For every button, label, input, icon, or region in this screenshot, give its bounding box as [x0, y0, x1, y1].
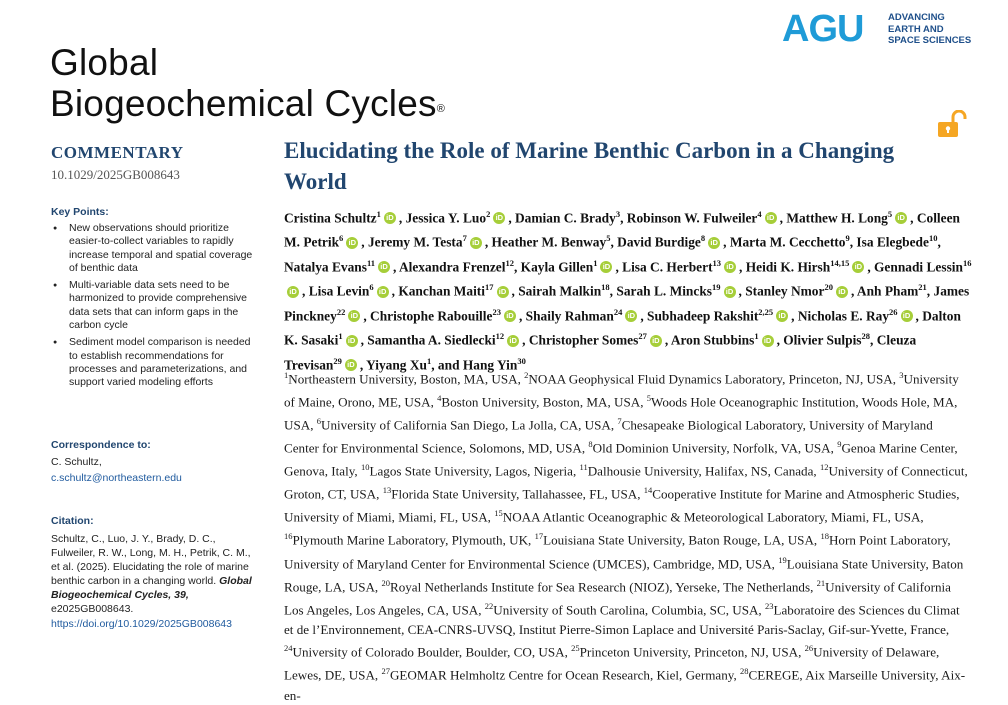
- author-name[interactable]: Aron Stubbins: [670, 332, 755, 348]
- orcid-icon[interactable]: iD: [724, 261, 736, 273]
- orcid-icon[interactable]: iD: [776, 310, 788, 322]
- orcid-icon[interactable]: iD: [384, 212, 396, 224]
- open-lock-icon: [937, 110, 969, 138]
- author-affiliation-number: 22: [336, 306, 346, 317]
- article-type: COMMENTARY: [51, 143, 184, 162]
- author-affiliation-number: 30: [517, 355, 526, 366]
- affiliation-text: Horn Point Laboratory, University of Maryland Center for Environmental Science (UMCES), Cambridge, MD, USA,: [284, 532, 951, 571]
- affiliation-text: University of California Los Angeles, Los Angeles, CA, USA,: [284, 578, 951, 617]
- author-affiliation-number: 23: [492, 306, 501, 317]
- orcid-icon[interactable]: iD: [895, 212, 907, 224]
- citation-text: [51, 532, 261, 631]
- journal-title-line2: Biogeochemical Cycles: [50, 83, 437, 124]
- orcid-icon[interactable]: iD: [708, 237, 720, 249]
- affiliation-text: NOAA Atlantic Oceanographic & Meteorological Laboratory, Miami, FL, USA,: [502, 509, 924, 525]
- author-affiliation-number: 12: [495, 331, 505, 342]
- affiliation-number: 20: [381, 577, 390, 588]
- affiliation-text: Cooperative Institute for Marine and Atmospheric Studies, University of Miami, Miami, FL, USA,: [284, 486, 960, 525]
- author-affiliation-number: 5: [887, 209, 893, 219]
- orcid-icon[interactable]: iD: [378, 261, 390, 273]
- author-affiliation-number: 13: [712, 257, 722, 268]
- journal-title: [50, 42, 445, 124]
- orcid-icon[interactable]: iD: [470, 237, 482, 249]
- affiliation-number: 4: [437, 393, 442, 404]
- author-name[interactable]: Shaily Rahman: [525, 308, 614, 324]
- author-name[interactable]: Christophe Rabouille: [370, 308, 493, 324]
- author-name[interactable]: Christopher Somes: [528, 332, 639, 348]
- author-name[interactable]: Gennadi Lessin: [874, 259, 963, 275]
- doi: 10.1029/2025GB008643: [51, 167, 180, 182]
- key-points-heading: Key Points:: [51, 206, 109, 218]
- affiliation-text: Chesapeake Biological Laboratory, University of Maryland Center for Environmental Science, Solomons, MD, USA,: [284, 417, 933, 456]
- orcid-icon[interactable]: iD: [504, 310, 516, 322]
- affiliation-number: 7: [617, 416, 622, 427]
- orcid-icon[interactable]: iD: [345, 359, 357, 371]
- author-name[interactable]: Jeremy M. Testa: [367, 234, 463, 250]
- affiliation-number: 19: [778, 554, 787, 565]
- orcid-icon[interactable]: iD: [497, 286, 509, 298]
- affiliation-text: Florida State University, Tallahassee, FL, USA,: [391, 486, 644, 502]
- author-name[interactable]: David Burdige: [617, 234, 701, 250]
- affiliation-number: 12: [819, 462, 829, 473]
- author-affiliation-number: 28: [861, 331, 871, 342]
- affiliation-text: University of Maine, Orono, ME, USA,: [284, 371, 959, 410]
- author-affiliation-number: 18: [601, 282, 610, 293]
- author-name[interactable]: Kanchan Maiti: [398, 283, 485, 299]
- agu-logo-text: AGU: [782, 8, 864, 50]
- agu-tagline-line: ADVANCING: [888, 12, 945, 23]
- author-list: Cristina Schultz$^1$ iD , Jessica Y. Luo$^2$ iD , Damian C. Brady$^3$, Robinson W. Fulweiler$^4$ iD , Matthew H. Long$^5$ iD , Colleen M. Petrik$^6$ iD , Jeremy M. Testa$^7$ iD , Heather M. Benway$^5$, David Burdige$^8$ iD , Marta M. Cecchetto$^9$, Isa Elegbede$^{10}$, Natalya Evans$^{11}$ iD , Alexandra Frenzel$^{12}$, Kayla Gillen$^1$ iD , Lisa C. Herbert$^{13}$ iD , Heidi K. Hirsh$^{14,15}$ iD , Gennadi Lessin$^{16}$iD , Lisa Levin$^6$ iD , Kanchan Maiti$^{17}$ iD , Sairah Malkin$^{18}$, Sarah L. Mincks$^{19}$ iD , Stanley Nmor$^{20}$ iD , Anh Pham$^{21}$, James Pinckney$^{22}$ iD , Christophe Rabouille$^{23}$ iD , Shaily Rahman$^{24}$ iD , Subhadeep Rakshit$^{2,25}$ iD , Nicholas E. Ray$^{26}$ iD , Dalton K. Sasaki$^1$ iD , Samantha A. Siedlecki$^{12}$ iD , Christopher Somes$^{27}$ iD , Aron Stubbins$^1$ iD , Olivier Sulpis$^{28}$, Cleuza Trevisan$^{29}$ iD , Yiyang Xu$^1$, and Hang Yin$^{30}$: [284, 209, 972, 373]
- key-point: ● Multi-variable data sets need to be harmonized to provide comprehensive data sets that can inform gaps in the carbon cycle: [51, 279, 261, 332]
- affiliation-text: Louisiana State University, Baton Rouge, LA, USA,: [284, 555, 964, 594]
- author-name[interactable]: James Pinckney: [284, 283, 970, 324]
- affiliation-text: Laboratoire des Sciences du Climat et de l’Environnement, CEA-CNRS-UVSQ, Institut Pierre-Simon Laplace and Université Paris-Saclay, Gif-sur-Yvette, France,: [284, 601, 960, 637]
- author-affiliation-number: 1: [426, 355, 432, 366]
- affiliation-number: 26: [804, 643, 814, 654]
- registered-mark: ®: [436, 103, 446, 115]
- orcid-icon[interactable]: iD: [377, 286, 389, 298]
- correspondence-email-link[interactable]: c.schultz@northeastern.edu: [51, 472, 182, 484]
- affiliation-text: University of Colorado Boulder, Boulder, CO, USA,: [292, 644, 572, 660]
- citation-doi-link[interactable]: https://doi.org/10.1029/2025GB008643: [51, 617, 232, 630]
- author-name[interactable]: Alexandra Frenzel: [398, 259, 506, 275]
- author-name[interactable]: Marta M. Cecchetto: [729, 234, 846, 250]
- author-name[interactable]: Sarah L. Mincks: [616, 283, 712, 299]
- affiliation-text: University of South Carolina, Columbia, SC, USA,: [493, 601, 765, 617]
- affiliation-text: Old Dominion University, Norfolk, VA, USA,: [592, 440, 838, 456]
- affiliation-number: 2: [524, 370, 529, 380]
- orcid-icon[interactable]: iD: [346, 335, 358, 347]
- orcid-icon[interactable]: iD: [346, 237, 358, 249]
- citation-journal: Global Biogeochemical Cycles, 39,: [51, 575, 252, 602]
- author-affiliation-number: 3: [615, 209, 621, 219]
- affiliation-text: University of Connecticut, Groton, CT, USA,: [284, 463, 968, 502]
- author-affiliation-number: 1: [754, 331, 759, 342]
- key-point: ● New observations should prioritize easier-to-collect variables to rapidly increase temporal and spatial coverage of benthic data: [51, 222, 261, 275]
- author-affiliation-number: 2,25: [758, 306, 774, 317]
- affiliation-number: 5: [646, 393, 652, 404]
- orcid-icon[interactable]: iD: [762, 335, 774, 347]
- author-name[interactable]: Colleen M. Petrik: [284, 210, 960, 250]
- author-affiliation-number: 1: [376, 209, 381, 219]
- author-name[interactable]: Lisa Levin: [308, 283, 370, 299]
- orcid-icon[interactable]: iD: [901, 310, 913, 322]
- author-affiliation-number: 16: [962, 257, 972, 268]
- author-name[interactable]: Dalton K. Sasaki: [284, 308, 961, 348]
- author-name[interactable]: Isa Elegbede: [856, 234, 929, 250]
- affiliation-number: 27: [381, 666, 390, 677]
- affiliation-number: 22: [484, 600, 494, 611]
- affiliation-text: Royal Netherlands Institute for Sea Research (NIOZ), Yerseke, The Netherlands,: [389, 578, 817, 594]
- agu-tagline-line: EARTH AND: [888, 23, 944, 35]
- affiliation-text: University of Delaware, Lewes, DE, USA,: [284, 644, 940, 683]
- orcid-icon[interactable]: iD: [852, 261, 864, 273]
- author-name[interactable]: Anh Pham: [856, 283, 919, 299]
- author-affiliation-number: 24: [613, 306, 623, 317]
- correspondence-name: C. Schultz,: [51, 456, 102, 468]
- author-affiliation-number: 21: [918, 282, 927, 293]
- orcid-icon[interactable]: iD: [348, 310, 360, 322]
- key-point: ● Sediment model comparison is needed to establish recommendations for processes and parameterizations, and support varied modeling efforts: [51, 336, 261, 389]
- author-name[interactable]: Lisa C. Herbert: [622, 259, 713, 275]
- author-name[interactable]: Hang Yin: [462, 357, 518, 373]
- affiliation-number: 13: [382, 485, 392, 496]
- article-title: Elucidating the Role of Marine Benthic Carbon in a Changing World: [284, 138, 895, 194]
- author-affiliation-number: 2: [486, 209, 491, 219]
- affiliation-number: 3: [899, 370, 904, 380]
- affiliation-text: Princeton University, Princeton, NJ, USA,: [579, 644, 805, 660]
- affiliation-number: 14: [643, 485, 653, 496]
- author-affiliation-number: 19: [712, 282, 721, 293]
- journal-title-line1: Global: [50, 42, 159, 83]
- affiliation-text: Genoa Marine Center, Genova, Italy,: [284, 440, 958, 479]
- affiliation-text: Northeastern University, Boston, MA, USA,: [288, 371, 525, 387]
- affiliation-text: GEOMAR Helmholtz Centre for Ocean Research, Kiel, Germany,: [389, 667, 740, 683]
- affiliation-text: Lagos State University, Lagos, Nigeria,: [369, 463, 580, 479]
- affiliation-number: 17: [534, 531, 544, 542]
- author-name[interactable]: Samantha A. Siedlecki: [367, 332, 496, 348]
- author-affiliation-number: 12: [505, 257, 514, 268]
- author-name[interactable]: Sairah Malkin: [518, 283, 602, 299]
- affiliation-list: [284, 366, 970, 705]
- author-affiliation-number: 8: [700, 233, 706, 244]
- author-name[interactable]: Matthew H. Long: [786, 210, 888, 226]
- author-name[interactable]: Stanley Nmor: [745, 283, 825, 299]
- key-points-list: [51, 222, 261, 394]
- orcid-icon[interactable]: iD: [493, 212, 505, 224]
- author-affiliation-number: 1: [338, 331, 343, 342]
- citation-heading: Citation:: [51, 515, 94, 527]
- author-name[interactable]: Cristina Schultz: [284, 210, 377, 226]
- author-affiliation-number: 10: [928, 233, 938, 244]
- affiliation-number: 24: [284, 643, 293, 654]
- affiliation-number: 21: [816, 577, 826, 588]
- agu-tagline: [888, 12, 971, 47]
- author-name[interactable]: Natalya Evans: [284, 259, 367, 275]
- agu-tagline-line: SPACE SCIENCES: [888, 35, 972, 46]
- author-affiliation-number: 6: [339, 233, 344, 244]
- orcid-icon[interactable]: iD: [600, 261, 612, 273]
- author-name[interactable]: Jessica Y. Luo: [405, 210, 487, 226]
- affiliation-number: 28: [740, 666, 749, 677]
- affiliation-number: 25: [571, 643, 580, 654]
- affiliation-number: 6: [316, 416, 321, 427]
- affiliation-number: 10: [360, 462, 370, 473]
- affiliation-number: 1: [284, 370, 289, 380]
- author-affiliation-number: 29: [333, 355, 342, 366]
- affiliation-number: 9: [837, 439, 842, 450]
- orcid-icon[interactable]: iD: [836, 286, 848, 298]
- affiliation-text: Louisiana State University, Baton Rouge, LA, USA,: [543, 532, 821, 548]
- correspondence-heading: Correspondence to:: [51, 439, 151, 451]
- author-affiliation-number: 11: [366, 257, 375, 268]
- affiliation-number: 23: [764, 600, 774, 611]
- author-affiliation-number: 5: [606, 233, 611, 244]
- author-affiliation-number: 9: [845, 233, 850, 244]
- author-name[interactable]: Cleuza Trevisan: [284, 332, 917, 373]
- affiliation-text: Woods Hole Oceanographic Institution, Woods Hole, MA, USA,: [284, 394, 958, 433]
- affiliation-number: 18: [820, 531, 829, 542]
- author-affiliation-number: 14,15: [830, 257, 850, 268]
- affiliation-number: 8: [588, 439, 593, 450]
- affiliation-text: NOAA Geophysical Fluid Dynamics Laboratory, Princeton, NJ, USA,: [528, 371, 900, 387]
- author-name[interactable]: Olivier Sulpis: [783, 332, 862, 348]
- author-name[interactable]: Nicholas E. Ray: [797, 308, 890, 324]
- affiliation-number: 11: [579, 462, 588, 473]
- orcid-icon[interactable]: iD: [650, 335, 662, 347]
- author-affiliation-number: 26: [889, 306, 898, 317]
- author-name[interactable]: Heather M. Benway: [491, 234, 607, 250]
- author-affiliation-number: 20: [824, 282, 833, 293]
- affiliation-number: 15: [494, 508, 503, 519]
- author-affiliation-number: 1: [593, 257, 598, 268]
- affiliation-text: Boston University, Boston, MA, USA,: [441, 394, 647, 410]
- author-name[interactable]: Damian C. Brady: [515, 210, 616, 226]
- orcid-icon[interactable]: iD: [765, 212, 777, 224]
- author-affiliation-number: 7: [462, 233, 467, 244]
- orcid-icon[interactable]: iD: [287, 286, 299, 298]
- author-affiliation-number: 4: [757, 209, 762, 219]
- orcid-icon[interactable]: iD: [724, 286, 736, 298]
- author-name[interactable]: Kayla Gillen: [520, 259, 594, 275]
- affiliation-text: CEREGE, Aix Marseille University, Aix-en-: [284, 667, 966, 703]
- author-affiliation-number: 6: [369, 282, 374, 293]
- citation-article-number: e2025GB008643.: [51, 603, 134, 616]
- author-name[interactable]: Robinson W. Fulweiler: [626, 210, 758, 226]
- citation-body: Schultz, C., Luo, J. Y., Brady, D. C., Fulweiler, R. W., Long, M. H., Petrik, C. M., et al. (2025). Elucidating the role of marine benthic carbon in a changing world.: [51, 533, 251, 588]
- orcid-icon[interactable]: iD: [625, 310, 637, 322]
- agu-logo[interactable]: [782, 9, 992, 49]
- affiliation-text: Dalhousie University, Halifax, NS, Canada,: [587, 463, 820, 479]
- author-affiliation-number: 27: [638, 331, 647, 342]
- affiliation-number: 16: [284, 531, 293, 542]
- author-name[interactable]: Yiyang Xu: [366, 357, 427, 373]
- orcid-icon[interactable]: iD: [507, 335, 519, 347]
- author-name[interactable]: Subhadeep Rakshit: [647, 308, 759, 324]
- affiliation-text: University of California San Diego, La Jolla, CA, USA,: [321, 417, 618, 433]
- author-affiliation-number: 17: [485, 282, 494, 293]
- author-name[interactable]: Heidi K. Hirsh: [745, 259, 831, 275]
- affiliation-text: Plymouth Marine Laboratory, Plymouth, UK,: [292, 532, 535, 548]
